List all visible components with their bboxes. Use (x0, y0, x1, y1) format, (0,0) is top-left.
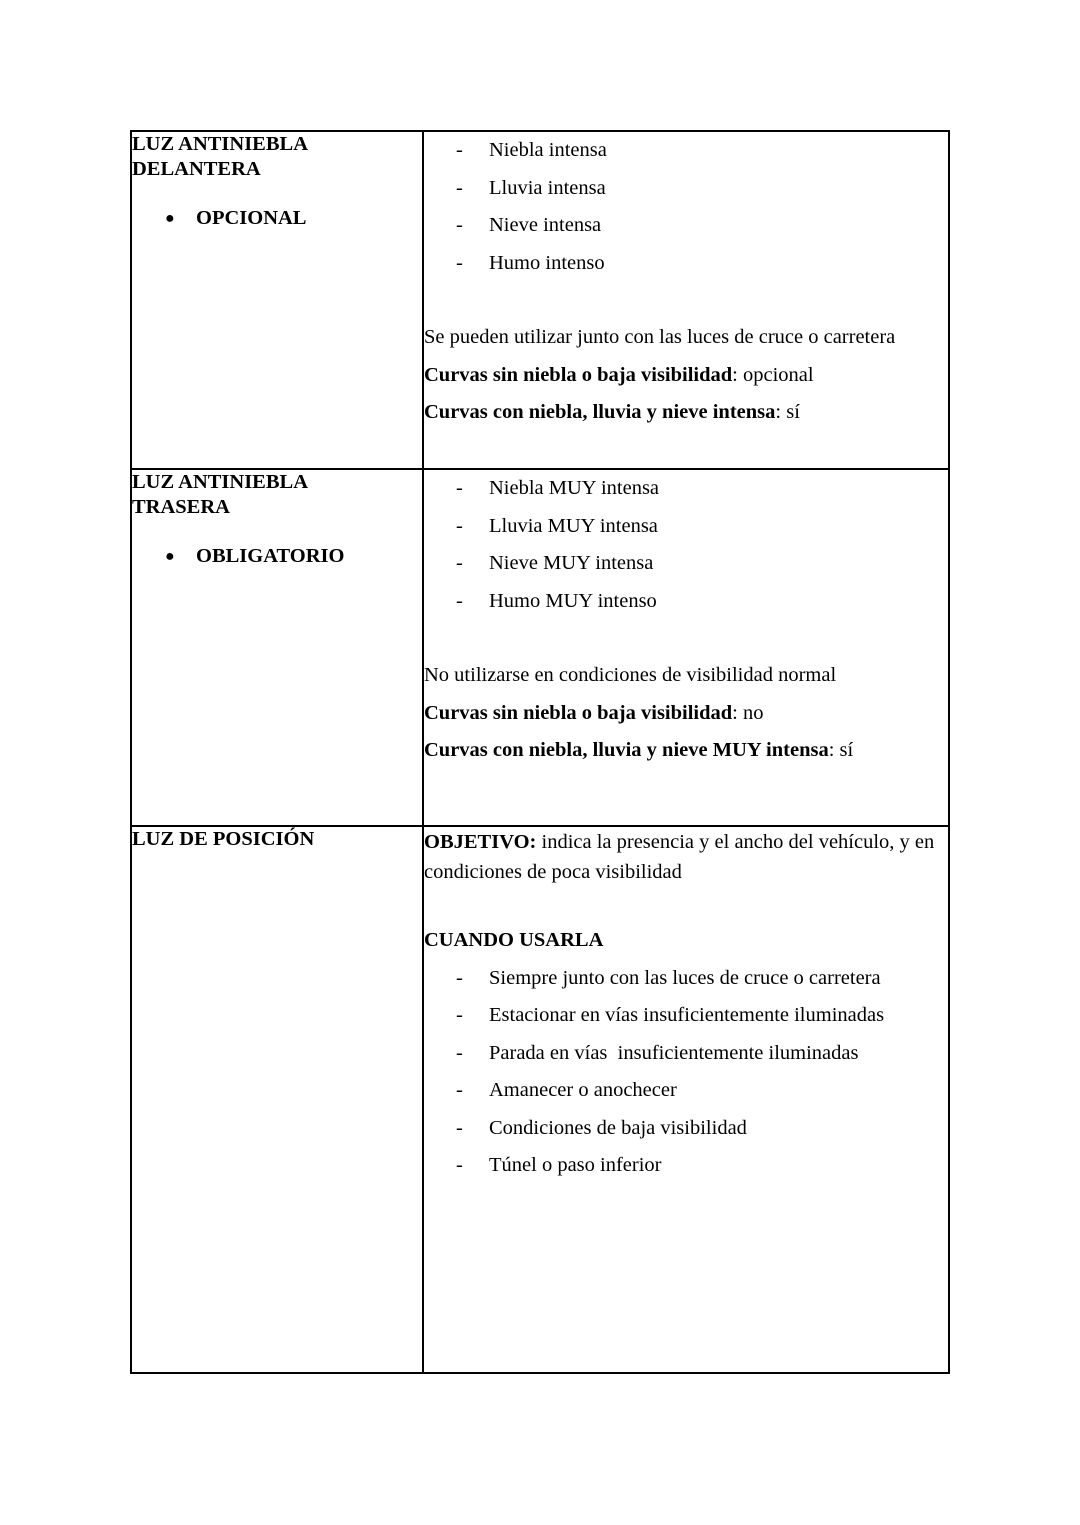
dash-icon: - (456, 1079, 463, 1101)
usage-note: Se pueden utilizar junto con las luces de cruce o carretera (424, 326, 896, 348)
list-item: - Niebla MUY intensa (424, 470, 948, 508)
lights-table (130, 130, 950, 1374)
dash-icon: - (456, 589, 463, 612)
dash-icon: - (456, 139, 463, 161)
list-item: - Amanecer o anochecer (424, 1072, 948, 1110)
usage-list (424, 960, 948, 1185)
list-item: - Estacionar en vías insuficientemente iluminadas (424, 997, 948, 1035)
requirement-bullet (132, 206, 422, 231)
row-label-cell (131, 131, 423, 469)
list-item: - Túnel o paso inferior (424, 1147, 948, 1185)
dash-icon: - (456, 966, 463, 989)
list-item: - Niebla intensa (424, 132, 948, 170)
row-content-cell (423, 826, 949, 1373)
dash-icon: - (456, 477, 463, 499)
bullet-icon: ● (165, 210, 175, 227)
dash-icon: - (456, 1154, 463, 1176)
requirement-bullet (132, 544, 422, 569)
rule-line: Curvas con niebla, lluvia y nieve MUY intensa: sí (424, 739, 854, 761)
dash-icon: - (456, 552, 463, 574)
list-item: - Lluvia intensa (424, 170, 948, 208)
rule-line: Curvas sin niebla o baja visibilidad: no (424, 701, 764, 724)
list-item: - Nieve MUY intensa (424, 545, 948, 583)
dash-icon: - (456, 1041, 463, 1064)
list-item: - Parada en vías insuficientemente iluminadas (424, 1035, 948, 1073)
dash-icon: - (456, 1004, 463, 1026)
dash-icon: - (456, 514, 463, 537)
row-title: LUZ ANTINIEBLA DELANTERA (132, 133, 309, 180)
usage-note: No utilizarse en condiciones de visibilidad normal (424, 664, 837, 686)
requirement-label: OBLIGATORIO (196, 545, 345, 567)
list-item: - Humo MUY intenso (424, 583, 948, 621)
conditions-list (424, 470, 948, 620)
dash-icon: - (456, 176, 463, 199)
dash-icon: - (456, 251, 463, 274)
conditions-list (424, 132, 948, 282)
list-item: - Lluvia MUY intensa (424, 508, 948, 546)
row-content-cell (423, 131, 949, 469)
objective-text: OBJETIVO: indica la presencia y el ancho del vehículo, y en condiciones de poca visibilidad (424, 831, 935, 883)
dash-icon: - (456, 1116, 463, 1139)
row-content-cell (423, 469, 949, 826)
table-row (131, 469, 949, 826)
list-item: - Nieve intensa (424, 207, 948, 245)
row-title: LUZ DE POSICIÓN (132, 828, 315, 850)
section-heading: CUANDO USARLA (424, 929, 604, 951)
bullet-icon: ● (165, 548, 175, 565)
dash-icon: - (456, 214, 463, 236)
requirement-label: OPCIONAL (196, 207, 307, 229)
rule-line: Curvas sin niebla o baja visibilidad: opcional (424, 363, 814, 386)
rule-line: Curvas con niebla, lluvia y nieve intensa: sí (424, 401, 800, 423)
table-row (131, 826, 949, 1373)
list-item: - Humo intenso (424, 245, 948, 283)
row-label-cell (131, 469, 423, 826)
list-item: - Siempre junto con las luces de cruce o carretera (424, 960, 948, 998)
row-label-cell (131, 826, 423, 1373)
table-row (131, 131, 949, 469)
list-item: - Condiciones de baja visibilidad (424, 1110, 948, 1148)
row-title: LUZ ANTINIEBLA TRASERA (132, 471, 309, 518)
